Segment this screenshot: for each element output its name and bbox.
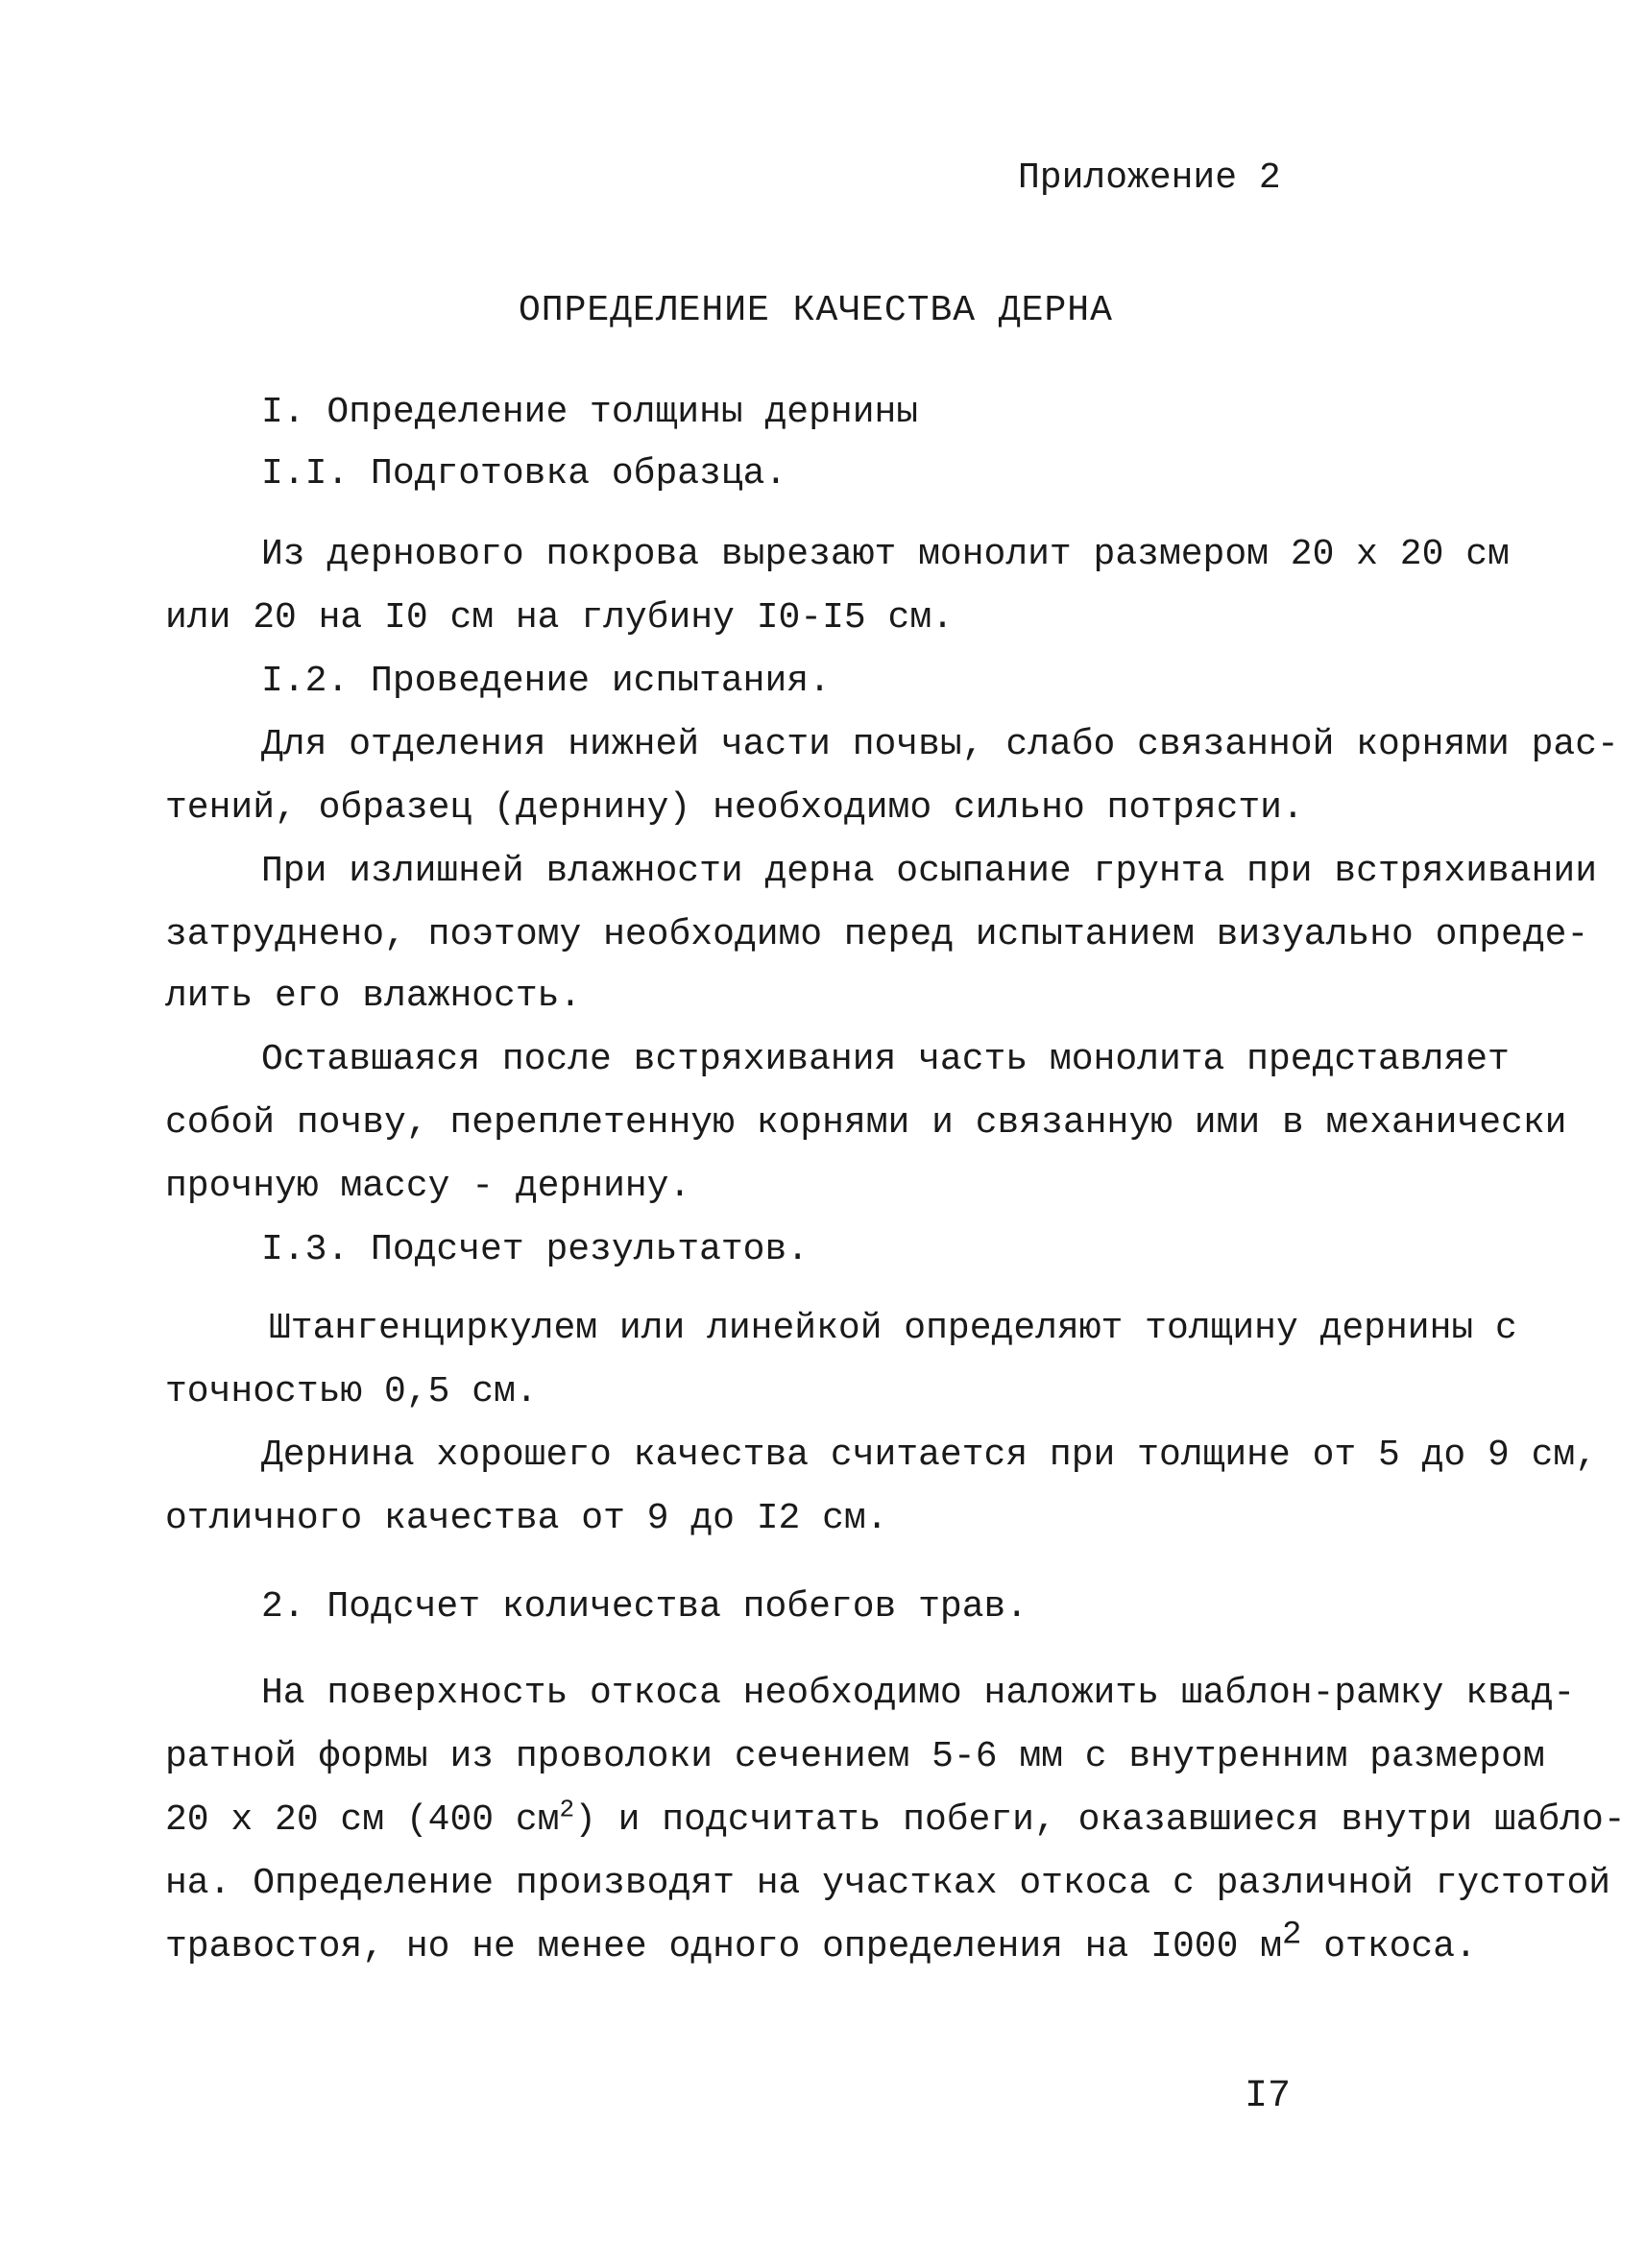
paragraph-line: Дернина хорошего качества считается при толщине от 5 до 9 см, bbox=[261, 1435, 1598, 1476]
paragraph-line: тений, образец (дернину) необходимо сильно потрясти. bbox=[165, 787, 1304, 829]
document-title: ОПРЕДЕЛЕНИЕ КАЧЕСТВА ДЕРНА bbox=[519, 290, 1113, 331]
paragraph-line-area bbox=[165, 1795, 1626, 1844]
section-2-heading: 2. Подсчет количества побегов трав. bbox=[261, 1586, 1028, 1628]
paragraph-line: точностью 0,5 см. bbox=[165, 1371, 538, 1412]
subsection-1-3-heading: I.3. Подсчет результатов. bbox=[261, 1229, 810, 1270]
paragraph-line: затруднено, поэтому необходимо перед испытанием визуально опреде- bbox=[165, 914, 1589, 955]
paragraph-line: Оставшаяся после встряхивания часть монолита представляет bbox=[261, 1039, 1510, 1080]
line-text: травостоя, но не менее одного определения на I000 м bbox=[165, 1926, 1282, 1967]
paragraph-line: прочную массу - дернину. bbox=[165, 1166, 691, 1207]
paragraph-line-area bbox=[165, 1917, 1477, 1970]
section-1-heading: I. Определение толщины дернины bbox=[261, 392, 919, 433]
paragraph-line: Штангенциркулем или линейкой определяют толщину дернины с bbox=[269, 1308, 1517, 1349]
subsection-1-2-heading: I.2. Проведение испытания. bbox=[261, 661, 831, 702]
paragraph-line: лить его влажность. bbox=[165, 976, 582, 1017]
paragraph-line: собой почву, переплетенную корнями и связанную ими в механически bbox=[165, 1102, 1567, 1144]
subsection-1-1-heading: I.I. Подготовка образца. bbox=[261, 453, 787, 495]
paragraph-line: Из дернового покрова вырезают монолит размером 20 х 20 см bbox=[261, 534, 1510, 575]
line-text: 20 х 20 см (400 см bbox=[165, 1799, 560, 1841]
page-number: I7 bbox=[1245, 2075, 1292, 2118]
paragraph-line: Для отделения нижней части почвы, слабо связанной корнями рас- bbox=[261, 724, 1619, 765]
appendix-label: Приложение 2 bbox=[1018, 157, 1281, 199]
paragraph-line: или 20 на I0 см на глубину I0-I5 см. bbox=[165, 597, 954, 639]
paragraph-line: На поверхность откоса необходимо наложить шаблон-рамку квад- bbox=[261, 1673, 1576, 1714]
line-text: откоса. bbox=[1301, 1926, 1477, 1967]
paragraph-line: отличного качества от 9 до I2 см. bbox=[165, 1498, 888, 1539]
paragraph-line: При излишней влажности дерна осыпание грунта при встряхивании bbox=[261, 851, 1598, 892]
paragraph-line: на. Определение производят на участках откоса с различной густотой bbox=[165, 1863, 1611, 1904]
superscript: 2 bbox=[1282, 1917, 1302, 1954]
superscript: 2 bbox=[559, 1795, 575, 1824]
paragraph-line: ратной формы из проволоки сечением 5-6 мм с внутренним размером bbox=[165, 1736, 1545, 1777]
line-text: ) и подсчитать побеги, оказавшиеся внутри шабло- bbox=[574, 1799, 1626, 1841]
